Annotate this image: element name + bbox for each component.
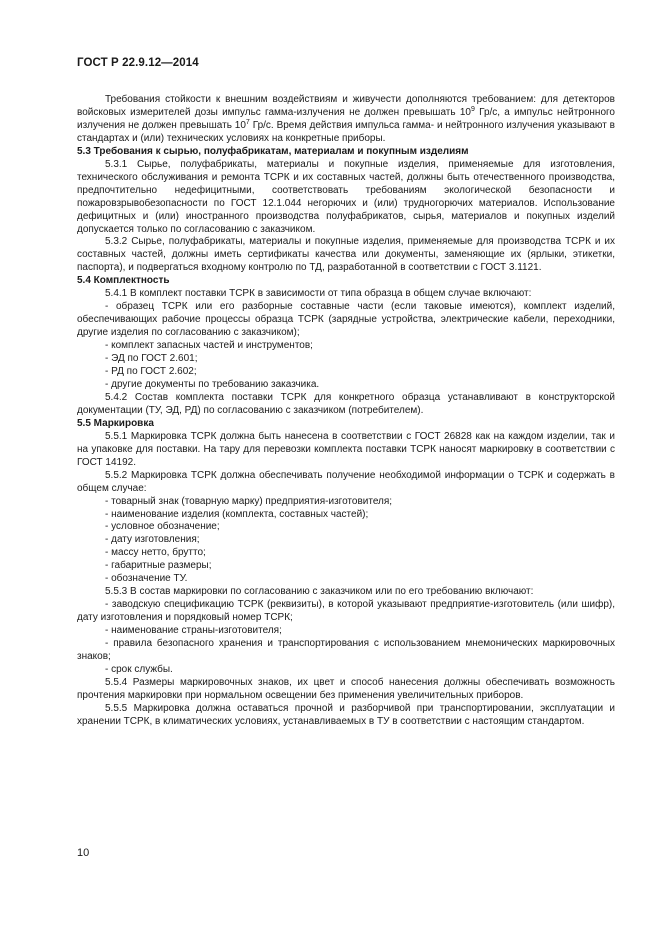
list-item: - срок службы. bbox=[105, 663, 173, 675]
clause-5-5-5: 5.5.5 Маркировка должна оставаться прочной и разборчивой при транспортировании, эксплуатации и хранении ТСРК, в климатических условиях, устанавливаемых в ТУ в соответствии с настоящим стандартом. bbox=[77, 702, 615, 727]
list-item: - образец ТСРК или его разборные составные части (если таковые имеются), комплект изделий, обеспечивающих рабочие процессы образца ТСРК (зарядные устройства, электрические кабели, переходники, другие изделия по согласованию с заказчиком); bbox=[77, 301, 615, 339]
list-item: - дату изготовления; bbox=[105, 534, 200, 546]
list-item: - правила безопасного хранения и транспортирования с использованием мнемонических маркировочных знаков; bbox=[77, 638, 615, 662]
list-item: - РД по ГОСТ 2.602; bbox=[105, 366, 197, 378]
list-item: - другие документы по требованию заказчика. bbox=[105, 378, 320, 390]
list-item: - условное обозначение; bbox=[105, 521, 220, 533]
document-body bbox=[77, 94, 615, 729]
list-item: - наименование страны-изготовителя; bbox=[105, 625, 282, 637]
list-item: - наименование изделия (комплекта, составных частей); bbox=[105, 508, 369, 520]
clause-5-5-1: 5.5.1 Маркировка ТСРК должна быть нанесена в соответствии с ГОСТ 26828 как на каждом изделии, так и на упаковке для поставки. На тару для перевозки комплекта поставки ТСРК наносят маркировку в соответствии с ГОСТ 14192. bbox=[77, 430, 615, 468]
clause-5-5-4: 5.5.4 Размеры маркировочных знаков, их цвет и способ нанесения должны обеспечивать возможность прочтения маркировки при нормальном освещении без применения увеличительных приборов. bbox=[77, 676, 615, 701]
clause-5-5-2: 5.5.2 Маркировка ТСРК должна обеспечивать получение необходимой информации о ТСРК и содержать в общем случае: bbox=[77, 469, 615, 494]
section-5-4-heading: 5.4 Комплектность bbox=[77, 275, 170, 287]
clause-5-3-1: 5.3.1 Сырье, полуфабрикаты, материалы и покупные изделия, применяемые для изготовления, технического обслуживания и ремонта ТСРК и их составных частей, должны быть отечественного производства, предпочтительно недефицитными, соответствовать требованиям экологической безопасности и пожаровзрывобезопасности по ГОСТ 12.1.044 негорючих и (или) трудногорючих материалов. Использование дефицитных и (или) иностранного производства полуфабрикатов, сырья, материалов и покупных изделий допускается только по согласованию с заказчиком. bbox=[77, 158, 615, 235]
clause-5-5-3: 5.5.3 В состав маркировки по согласованию с заказчиком или по его требованию включают: bbox=[105, 586, 534, 598]
list-item: - заводскую спецификацию ТСРК (реквизиты), в которой указывают предприятие-изготовитель (или шифр), дату изготовления и порядковый номер ТСРК; bbox=[77, 599, 615, 624]
section-5-5-heading: 5.5 Маркировка bbox=[77, 417, 154, 429]
clause-5-4-1: 5.4.1 В комплект поставки ТСРК в зависимости от типа образца в общем случае включают: bbox=[105, 288, 532, 300]
list-item: - массу нетто, брутто; bbox=[105, 547, 206, 559]
section-5-3-heading: 5.3 Требования к сырью, полуфабрикатам, материалам и покупным изделиям bbox=[77, 145, 469, 157]
page-number: 10 bbox=[77, 847, 90, 859]
clause-5-4-2: 5.4.2 Состав комплекта поставки ТСРК для конкретного образца устанавливают в конструкторской документации (ТУ, ЭД, РД) по согласованию с заказчиком (потребителем). bbox=[77, 391, 615, 416]
list-item: - комплект запасных частей и инструментов; bbox=[105, 340, 313, 352]
list-item: - товарный знак (товарную марку) предприятия-изготовителя; bbox=[105, 495, 393, 507]
list-item: - обозначение ТУ. bbox=[105, 573, 188, 585]
exponent-7: 7 bbox=[245, 118, 250, 126]
clause-5-3-2: 5.3.2 Сырье, полуфабрикаты, материалы и покупные изделия, применяемые для производства ТСРК и их составных частей, должны иметь сертификаты качества или документы, заменяющие их (ярлыки, этикетки, паспорта), и подвергаться входному контролю по ТД, разработанной в соответствии с ГОСТ 3.1121. bbox=[77, 236, 615, 274]
exponent-9: 9 bbox=[470, 105, 475, 113]
list-item: - ЭД по ГОСТ 2.601; bbox=[105, 353, 198, 365]
document-code: ГОСТ Р 22.9.12—2014 bbox=[77, 57, 199, 69]
intro-paragraph: Требования стойкости к внешним воздействиям и живучести дополняются требованием: для детекторов войсковых измерителей дозы импульс гамма-излучения не должен превышать $10^9$ Гр/с, а импульс нейтронного излучения не должен превышать $10^7$ Гр/с. Время действия импульса гамма- и нейтронного излучения указывают в стандартах и (или) технических условиях на конкретные приборы. bbox=[77, 94, 615, 144]
list-item: - габаритные размеры; bbox=[105, 560, 212, 572]
